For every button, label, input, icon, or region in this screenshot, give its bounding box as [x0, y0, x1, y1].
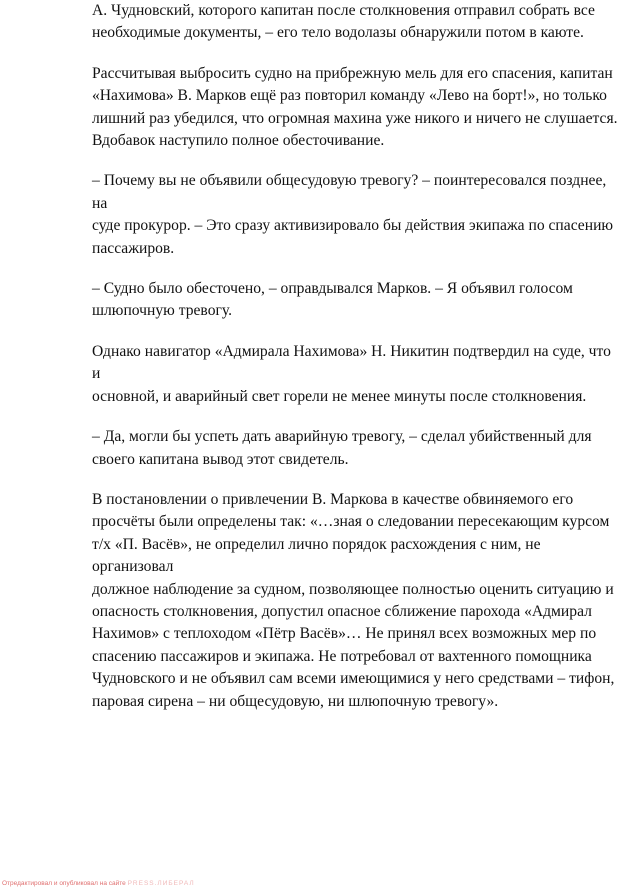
paragraph-3: – Почему вы не объявили общесудовую тревогу? – поинтересовался позднее, на суде прокурор. – Это сразу активизировало бы действия экипажа по спасению пассажиров. [92, 172, 614, 257]
paragraph-2: Рассчитывая выбросить судно на прибрежную мель для его спасения, капитан «Нахимова» В. Марков ещё раз повторил команду «Лево на борт!», но только лишний раз убедился, что огромная махина уже никого и ничего не слушается. Вдобавок наступило полное обесточивание. [92, 64, 618, 150]
document-body [92, 0, 620, 731]
footer-text: Отредактировал и опубликовал на сайте [2, 880, 126, 887]
paragraph-6: – Да, могли бы успеть дать аварийную тревогу, – сделал убийственный для своего капитана вывод этот свидетель. [92, 428, 592, 468]
paragraph-7: В постановлении о привлечении В. Маркова в качестве обвиняемого его просчёты были определены так: «…зная о следовании пересекающим курсом т/х «П. Васёв», не определил лично порядок расхождения с ним, не организовал должное наблюдение за судном, позволяющее полностью оценить ситуацию и опасность столкновения, допустил опасное сближение парохода «Адмирал Нахимов» с теплоходом «Пётр Васёв»… Не принял всех возможных мер по спасению пассажиров и экипажа. Не потребовал от вахтенного помощника Чудновского и не объявил сам всеми имеющимися у него средствами – тифон, паровая сирена – ни общесудовую, ни шлюпочную тревогу». [92, 490, 615, 710]
paragraph-5: Однако навигатор «Адмирала Нахимова» Н. Никитин подтвердил на суде, что и основной, и аварийный свет горели не менее минуты после столкновения. [92, 342, 611, 405]
footer-site-watermark: PRESS.ЛИБЕРАЛ [127, 880, 195, 887]
paragraph-4: – Судно было обесточено, – оправдывался Марков. – Я объявил голосом шлюпочную тревогу. [92, 280, 573, 320]
footer-watermark [2, 880, 195, 887]
paragraph-1: А. Чудновский, которого капитан после столкновения отправил собрать все необходимые документы, – его тело водолазы обнаружили потом в каюте. [92, 2, 595, 42]
